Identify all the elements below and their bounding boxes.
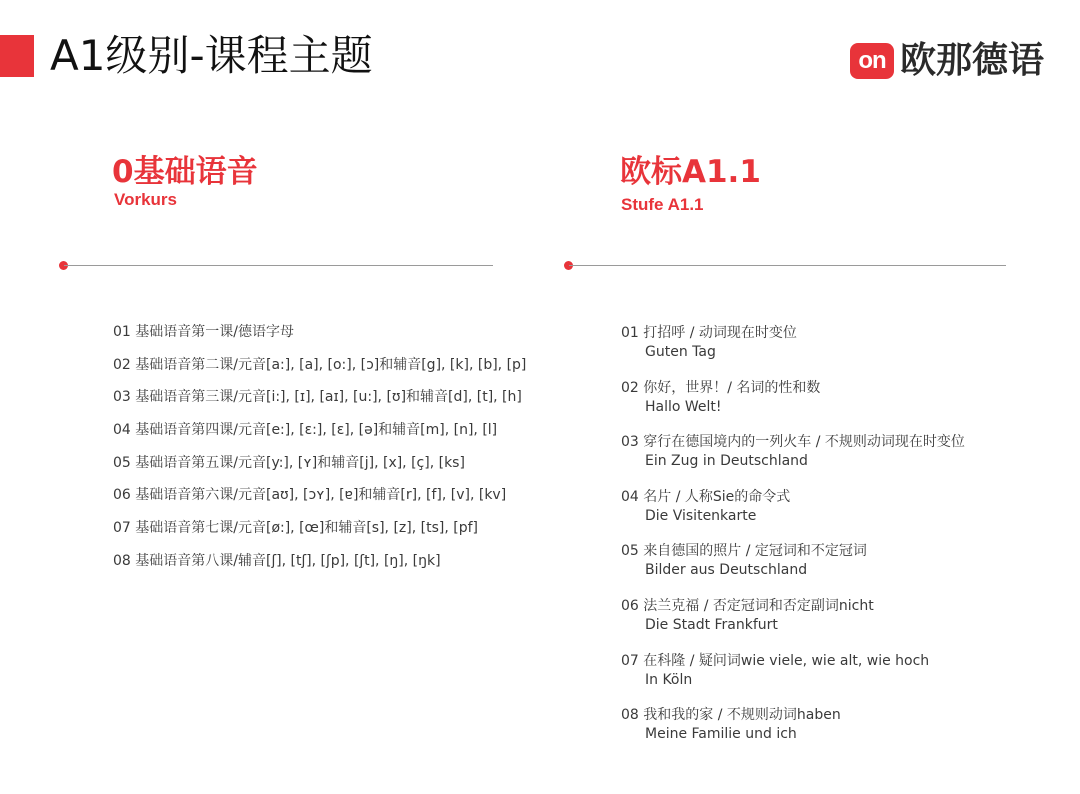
right-divider-line [569,265,1006,266]
lesson-title-de: Bilder aus Deutschland [645,562,808,579]
brand-logo-text: 欧那德语 [900,40,1045,81]
left-section-subtitle: Vorkurs [114,190,177,209]
left-lesson-list [113,322,526,584]
list-item [621,597,965,652]
brand-logo-icon: on [850,43,894,79]
lesson-topic-zh: 03 穿行在德国境内的一列火车 / 不规则动词现在时变位 [621,434,965,451]
lesson-topic-zh: 02 你好，世界！/ 名词的性和数 [621,379,821,396]
list-item: 05 基础语音第五课/元音[y:], [ʏ]和辅音[j], [x], [ç], [ks] [113,454,465,471]
lesson-title-de: Meine Familie und ich [645,726,797,743]
brand-logo [850,40,1044,82]
title-accent-bar [0,35,34,77]
list-item [621,706,965,761]
lesson-title-de: Ein Zug in Deutschland [645,453,808,470]
right-lesson-list [621,324,965,761]
list-item [621,324,965,379]
list-item [621,379,965,434]
list-item: 01 基础语音第一课/德语字母 [113,324,294,340]
list-item: 07 基础语音第七课/元音[ø:], [œ]和辅音[s], [z], [ts], [pf] [113,520,478,537]
list-item [621,542,965,597]
lesson-topic-zh: 08 我和我的家 / 不规则动词haben [621,707,841,724]
lesson-topic-zh: 06 法兰克福 / 否定冠词和否定副词nicht [621,597,874,614]
left-section-title: 0基础语音 [112,154,258,190]
list-item: 02 基础语音第二课/元音[a:], [a], [o:], [ɔ]和辅音[g], [k], [b], [p] [113,356,527,373]
lesson-topic-zh: 04 名片 / 人称Sie的命令式 [621,488,791,505]
lesson-title-de: Hallo Welt! [645,398,722,415]
lesson-topic-zh: 07 在科隆 / 疑问词wie viele, wie alt, wie hoch [621,652,930,669]
left-divider-line [64,265,493,266]
right-section-subtitle: Stufe A1.1 [621,195,704,214]
list-item: 03 基础语音第三课/元音[i:], [ɪ], [aɪ], [u:], [ʊ]和辅音[d], [t], [h] [113,389,522,406]
list-item [621,433,965,488]
lesson-title-de: Die Visitenkarte [645,507,757,524]
right-section-title: 欧标A1.1 [620,154,761,190]
lesson-topic-zh: 05 来自德国的照片 / 定冠词和不定冠词 [621,543,867,560]
lesson-topic-zh: 01 打招呼 / 动词现在时变位 [621,325,797,341]
lesson-title-de: In Köln [645,671,693,688]
list-item [621,652,965,707]
list-item [621,488,965,543]
lesson-title-de: Guten Tag [645,344,716,360]
lesson-title-de: Die Stadt Frankfurt [645,616,778,633]
list-item: 06 基础语音第六课/元音[aʊ], [ɔʏ], [ɐ]和辅音[r], [f], [v], [kv] [113,487,507,504]
list-item: 04 基础语音第四课/元音[e:], [ɛ:], [ɛ], [ə]和辅音[m], [n], [l] [113,422,498,439]
list-item: 08 基础语音第八课/辅音[ʃ], [tʃ], [ʃp], [ʃt], [ŋ], [ŋk] [113,552,441,569]
page-title: A1级别-课程主题 [50,31,373,80]
